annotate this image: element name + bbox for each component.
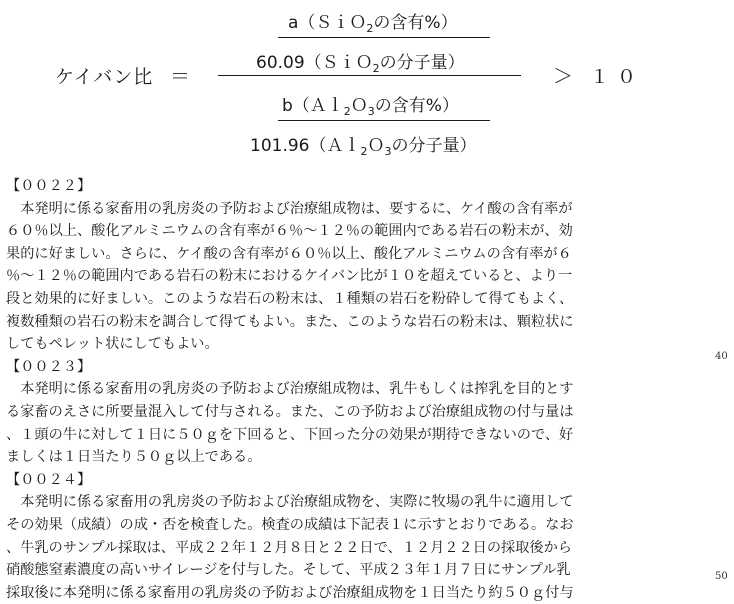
text-line: その効果（成績）の成・否を検査した。検査の成績は下記表１に示すとおりである。なお [6,516,574,533]
main-fraction-line [218,75,521,76]
keiban-ratio-formula [0,0,734,160]
denominator-bottom: 101.96（Ａｌ$_2$Ｏ$_3$の分子量） [250,136,477,158]
text-line: る家畜のえさに所要量混入して付与される。また、この予防および治療組成物の付与量は [6,403,574,420]
margin-line-number: 40 [715,351,728,362]
formula-greater-than-sign: ＞ [553,64,573,88]
text-line: 、１頭の牛に対して１日に５０ｇを下回ると、下回った分の効果が期待できないので、好 [6,426,574,443]
paragraph-0024 [6,469,700,604]
paragraph-number: 【００２４】 [6,471,92,488]
numerator-fraction-line [278,37,490,38]
paragraph-number: 【００２３】 [6,358,92,375]
text-line: 本発明に係る家畜用の乳房炎の予防および治療組成物は、乳牛もしくは搾乳を目的とす [6,381,574,398]
text-line: ましくは１日当たり５０ｇ以上である。 [6,449,262,466]
text-line: してもペレット状にしてもよい。 [6,336,219,353]
text-line: ６０％以上、酸化アルミニウムの含有率が６％～１２％の範囲内である岩石の粉末が、効 [6,223,573,240]
text-line: 、牛乳のサンプル採取は、平成２２年１２月８日と２２日で、１２月２２日の採取後から [6,539,572,556]
paragraph-0023 [6,356,700,469]
paragraph-0022 [6,175,700,356]
denominator-fraction-line [278,120,490,121]
text-line: 硝酸態窒素濃度の高いサイレージを付与した。そして、平成２３年１月７日にサンプル乳 [6,562,571,579]
margin-line-number: 50 [715,571,728,582]
text-line: 複数種類の岩石の粉末を調合して得てもよい。また、このような岩石の粉末は、顆粒状に [6,313,574,330]
numerator-top: a（ＳｉＯ$_2$の含有%） [288,13,458,35]
text-line: ％～１２％の範囲内である岩石の粉末におけるケイバン比が１０を超えていると、より一 [6,268,573,285]
text-line: 果的に好ましい。さらに、ケイ酸の含有率が６０％以上、酸化アルミニウムの含有率が６ [6,245,572,262]
document-body [6,175,700,604]
denominator-top: b（Ａｌ$_2$Ｏ$_3$の含有%） [282,96,459,118]
text-line: 本発明に係る家畜用の乳房炎の予防および治療組成物は、要するに、ケイ酸の含有率が [6,200,573,217]
text-line: 段と効果的に好ましい。このような岩石の粉末は、１種類の岩石を粉砕して得てもよく、 [6,290,574,307]
text-line: 採取後に本発明に係る家畜用の乳房炎の予防および治療組成物を１日当たり約５０ｇ付与 [6,584,574,601]
text-line: 本発明に係る家畜用の乳房炎の予防および治療組成物を、実際に牧場の乳牛に適用して [6,494,574,511]
paragraph-number: 【００２２】 [6,178,92,194]
numerator-bottom: 60.09（ＳｉＯ$_2$の分子量） [256,53,465,75]
formula-equals-sign: ＝ [170,64,190,88]
formula-lhs-label: ケイバン比 [55,66,154,88]
formula-rhs-value: １０ [590,66,645,88]
